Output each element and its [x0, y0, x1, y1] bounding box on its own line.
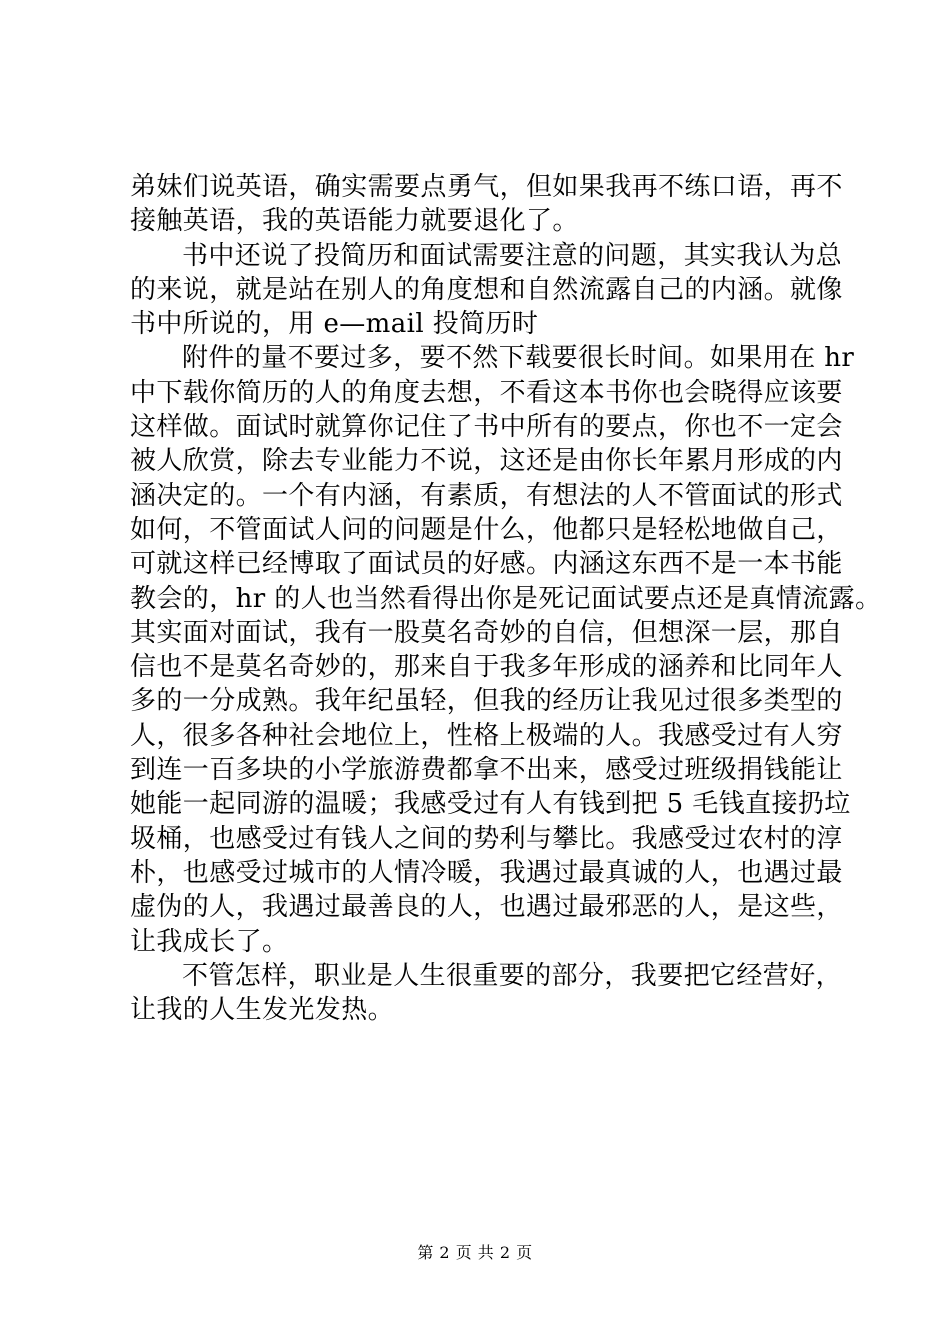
text-line: 书中所说的，用 e—mail 投简历时 [130, 309, 539, 340]
text-line: 让我的人生发光发热。 [130, 995, 395, 1026]
text-line: 她能一起同游的温暖；我感受过有人有钱到把 5 毛钱直接扔垃 [130, 789, 851, 820]
text-line: 让我成长了。 [130, 926, 289, 957]
text-line: 接触英语，我的英语能力就要退化了。 [130, 206, 579, 237]
text-line: 涵决定的。一个有内涵，有素质，有想法的人不管面试的形式 [130, 480, 843, 511]
text-line: 多的一分成熟。我年纪虽轻，但我的经历让我见过很多类型的 [130, 686, 843, 717]
text-line: 的来说，就是站在别人的角度想和自然流露自己的内涵。就像 [130, 274, 843, 305]
text-line: 如何，不管面试人问的问题是什么，他都只是轻松地做自己， [130, 514, 843, 545]
text-line: 可就这样已经博取了面试员的好感。内涵这东西不是一本书能 [130, 549, 843, 580]
text-line: 虚伪的人，我遇过最善良的人，也遇过最邪恶的人，是这些， [130, 892, 843, 923]
text-line: 附件的量不要过多，要不然下载要很长时间。如果用在 hr [182, 343, 855, 374]
text-line: 这样做。面试时就算你记住了书中所有的要点，你也不一定会 [130, 412, 843, 443]
text-line: 人，很多各种社会地位上，性格上极端的人。我感受过有人穷 [130, 720, 843, 751]
text-line: 教会的，hr 的人也当然看得出你是死记面试要点还是真情流露。 [130, 583, 882, 614]
text-line: 不管怎样，职业是人生很重要的部分，我要把它经营好， [182, 960, 843, 991]
text-line: 信也不是莫名奇妙的，那来自于我多年形成的涵养和比同年人 [130, 652, 843, 683]
text-line: 中下载你简历的人的角度去想，不看这本书你也会晓得应该要 [130, 377, 843, 408]
text-line: 其实面对面试，我有一股莫名奇妙的自信，但想深一层，那自 [130, 617, 843, 648]
document-body [130, 170, 882, 1027]
text-line: 被人欣赏，除去专业能力不说，这还是由你长年累月形成的内 [130, 446, 843, 477]
text-line: 弟妹们说英语，确实需要点勇气，但如果我再不练口语，再不 [130, 172, 843, 202]
text-line: 书中还说了投简历和面试需要注意的问题，其实我认为总 [182, 240, 843, 271]
text-line: 圾桶，也感受过有钱人之间的势利与攀比。我感受过农村的淳 [130, 823, 843, 854]
text-line: 朴，也感受过城市的人情冷暖，我遇过最真诚的人，也遇过最 [130, 857, 843, 888]
text-line: 到连一百多块的小学旅游费都拿不出来，感受过班级捐钱能让 [130, 755, 843, 786]
page-number-footer: 第 2 页 共 2 页 [417, 1243, 533, 1262]
